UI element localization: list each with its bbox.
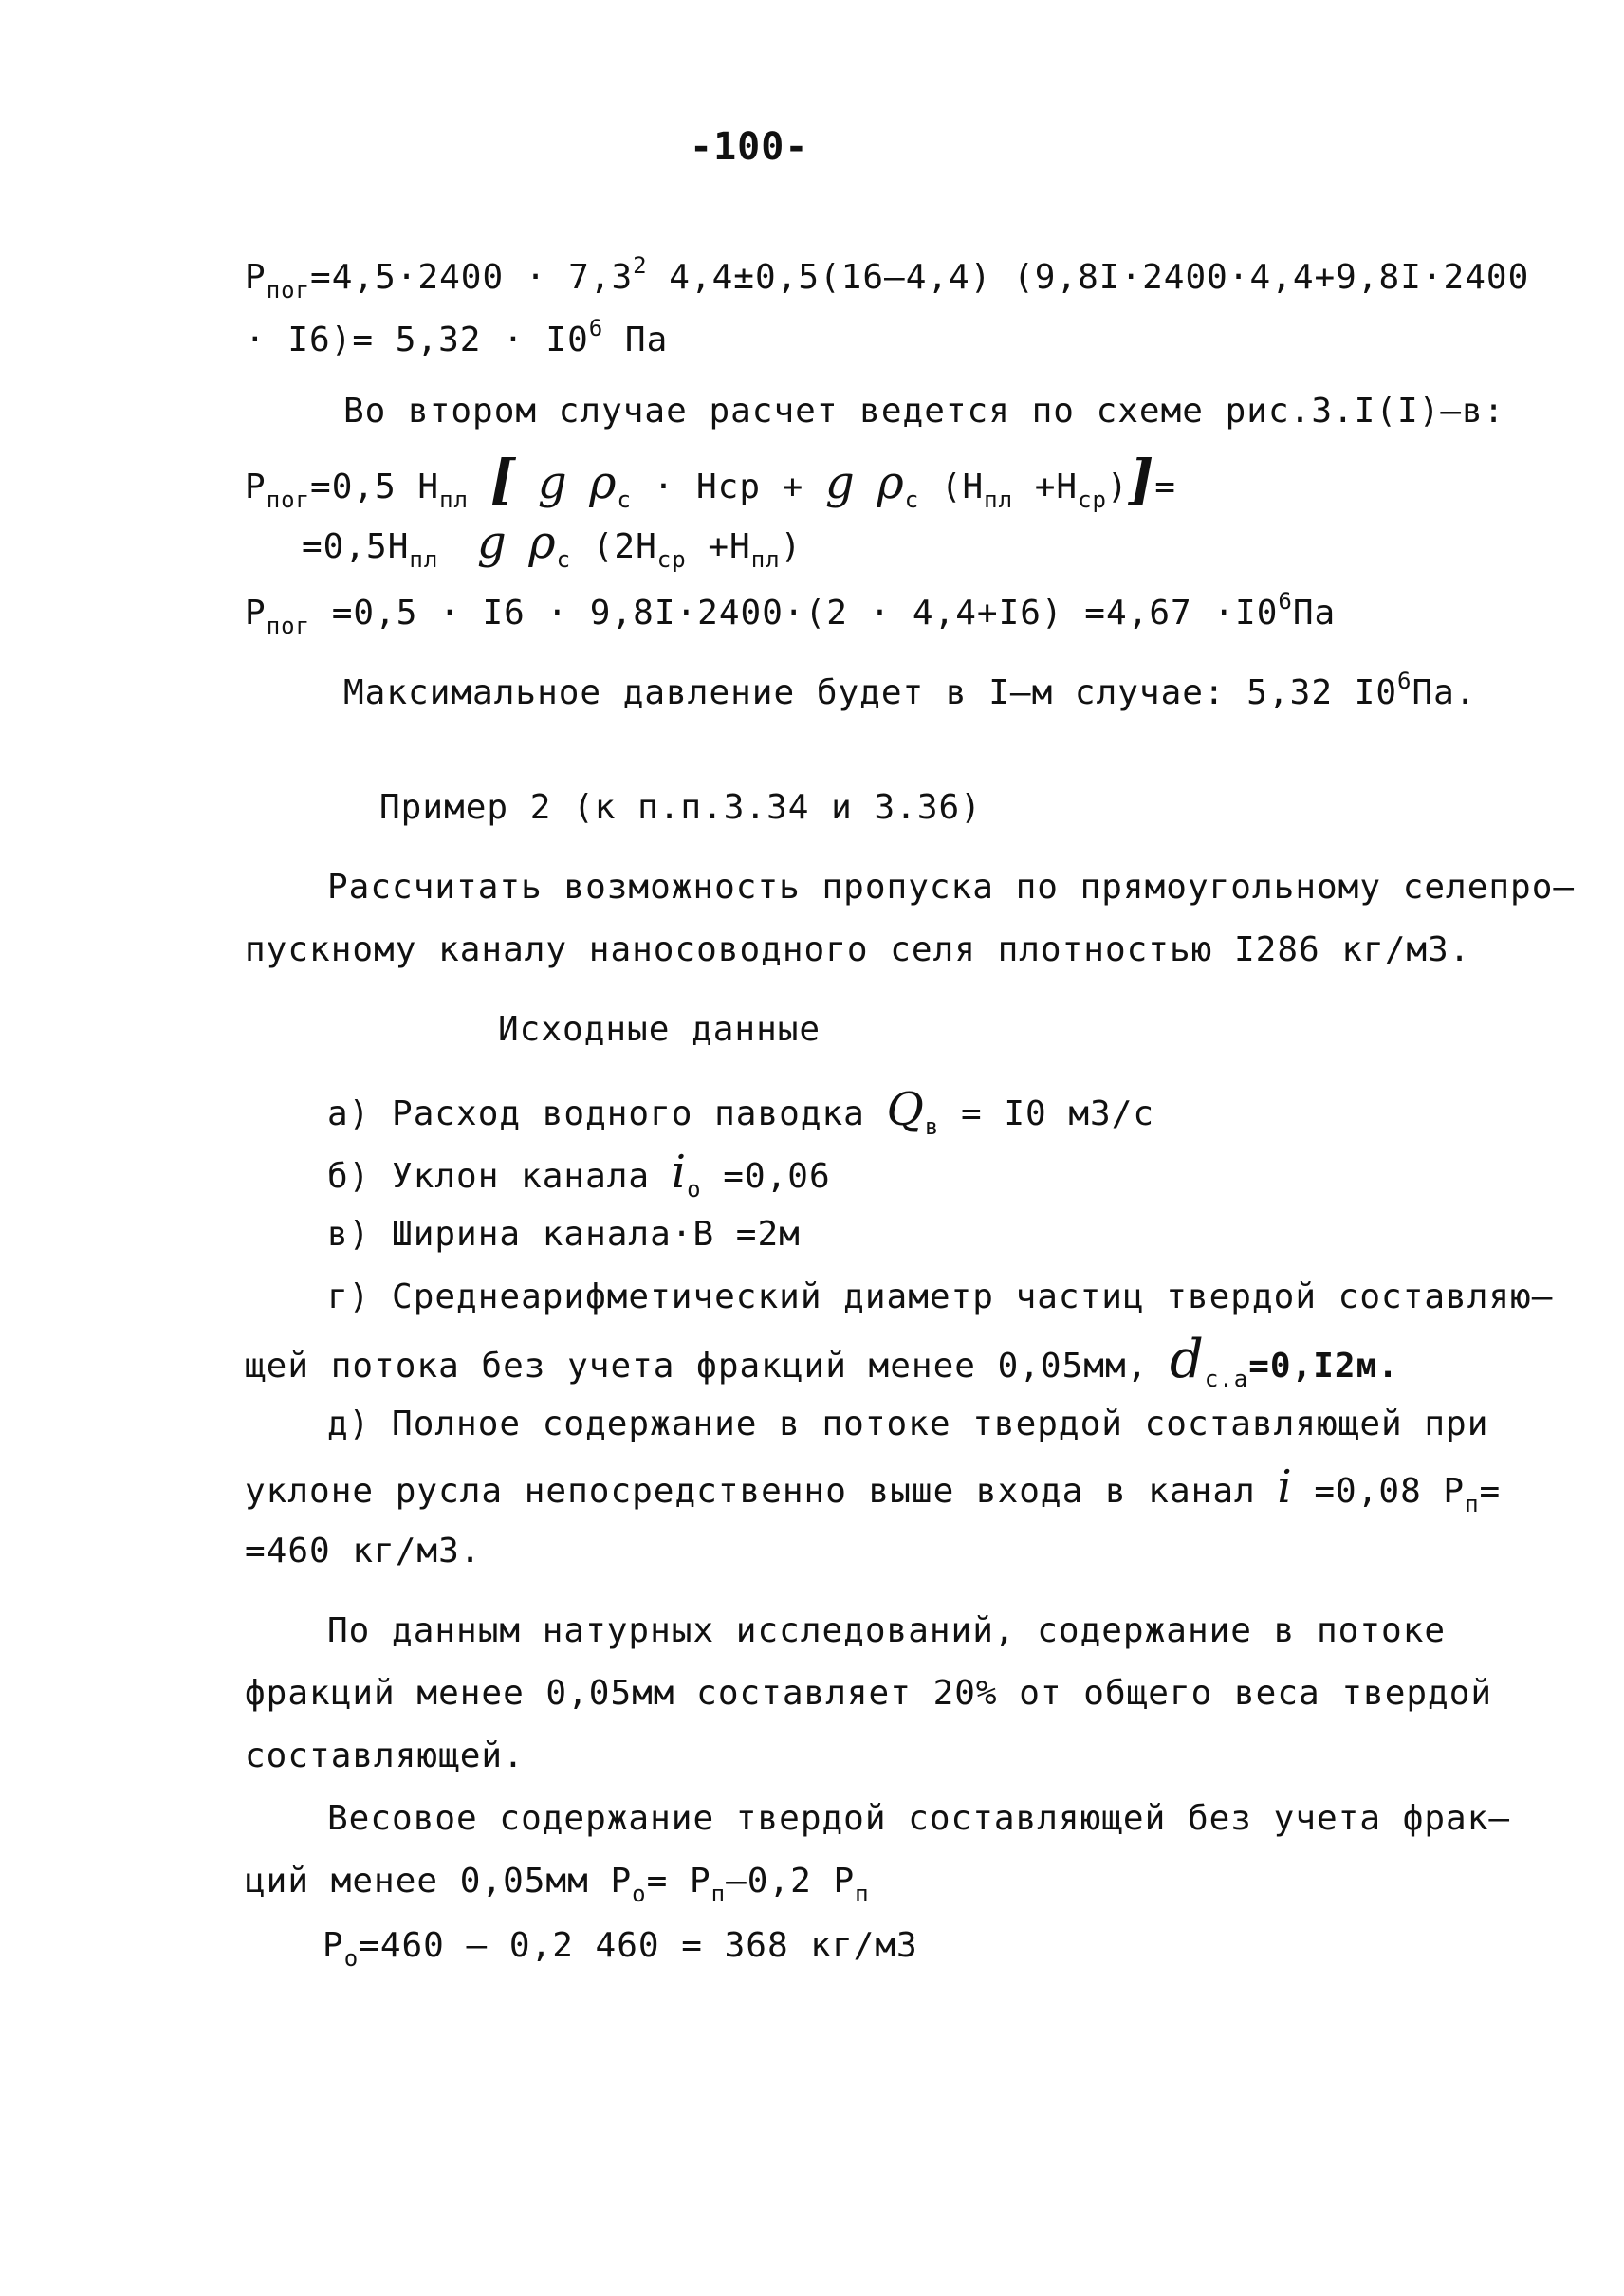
symbol-q: Q — [886, 1083, 925, 1136]
symbol-p: P — [245, 258, 267, 297]
item-text: = P — [646, 1862, 711, 1901]
formula-text: +H — [686, 527, 751, 566]
item-text: =0,08 P — [1292, 1472, 1466, 1511]
field-line-3: составляющей. — [245, 1736, 525, 1775]
task-line-1: Рассчитать возможность пропуска по прямоугольному селепро– — [327, 868, 1576, 907]
subscript-ca: c.a — [1204, 1366, 1249, 1392]
symbol-g: g — [476, 516, 508, 569]
symbol-rho: ρ — [589, 456, 618, 509]
max-pressure — [343, 660, 1477, 714]
weight-line-2 — [245, 1861, 870, 1915]
symbol-i: i — [1277, 1460, 1293, 1514]
symbol-p: P — [245, 594, 267, 633]
item-text: ций менее 0,05мм P — [245, 1862, 633, 1901]
symbol-i: i — [671, 1146, 688, 1199]
subscript-o: о — [343, 1945, 360, 1972]
item-text: уклоне русла непосредственно выше входа в канал — [245, 1472, 1278, 1511]
source-data-title: Исходные данные — [498, 1010, 821, 1049]
subscript-pl: пл — [750, 546, 781, 573]
formula-text: ) — [1107, 468, 1129, 506]
item-d-line-3: =460 кг/м3. — [245, 1532, 482, 1570]
symbol-rho: ρ — [877, 456, 905, 509]
subscript-p: п — [1465, 1491, 1480, 1517]
symbol-p: P — [245, 468, 267, 506]
item-text: =0,06 — [701, 1157, 831, 1196]
formula3 — [245, 580, 1336, 647]
item-g-line-1: г) Среднеарифметический диаметр частиц твердой составляю– — [327, 1277, 1554, 1316]
subscript-c: c — [556, 546, 572, 573]
max-pressure-text: Па. — [1412, 673, 1477, 712]
subscript-pl: пл — [984, 487, 1014, 513]
calc1-text: 4,4±0,5(16–4,4) (9,8I·2400·4,4+9,8I·2400 — [647, 258, 1530, 297]
subscript-sr: ср — [1078, 487, 1108, 513]
item-text: = I0 м3/с — [939, 1094, 1155, 1133]
max-pressure-text: Максимальное давление будет в I–м случае: 5,32 I0 — [343, 673, 1398, 712]
task-line-2: пускному каналу наносоводного селя плотностью I286 кг/м3. — [245, 930, 1471, 969]
item-text: = — [1479, 1472, 1502, 1511]
subscript-p: п — [710, 1881, 727, 1907]
field-line-2: фракций менее 0,05мм составляет 20% от общего веса твердой — [245, 1674, 1493, 1713]
superscript: 6 — [1397, 668, 1412, 694]
subscript-pl: пл — [439, 487, 469, 513]
example-title: Пример 2 (к п.п.3.34 и 3.36) — [379, 788, 982, 827]
item-text: =460 – 0,2 460 = 368 кг/м3 — [359, 1926, 918, 1965]
item-d-line-1: д) Полное содержание в потоке твердой составляющей при — [327, 1405, 1489, 1443]
formula-text: ) — [780, 527, 803, 566]
symbol-rho: ρ — [528, 516, 557, 569]
formula-text: (H — [919, 468, 985, 506]
subscript-sr: ср — [656, 546, 687, 573]
subscript-o: o — [687, 1176, 702, 1203]
subscript-pog: пог — [266, 277, 311, 303]
item-text: щей потока без учета фракций менее 0,05мм, — [245, 1347, 1170, 1386]
calc1-line1 — [245, 245, 1529, 311]
item-text: а) Расход водного паводка — [327, 1094, 887, 1133]
subscript-pog: пог — [266, 613, 311, 639]
formula-text: = — [1154, 468, 1176, 506]
item-g-line-2 — [245, 1329, 1399, 1400]
symbol-d: d — [1169, 1329, 1205, 1390]
item-text: б) Уклон канала — [327, 1157, 672, 1196]
bracket-open: [ — [489, 449, 517, 511]
formula-text: =0,5 · I6 · 9,8I·2400·(2 · 4,4+I6) =4,67 ·I0 — [310, 594, 1279, 633]
field-line-1: По данным натурных исследований, содержание в потоке — [327, 1611, 1447, 1650]
item-a — [327, 1083, 1155, 1148]
superscript: 2 — [633, 252, 648, 279]
subscript-v: в — [924, 1113, 940, 1140]
symbol-p: P — [323, 1926, 344, 1965]
final-result — [323, 1925, 918, 1979]
calc1-text: · I6)= 5,32 · I0 — [245, 321, 589, 359]
weight-line-1: Весовое содержание твердой составляющей без учета фрак– — [327, 1799, 1511, 1838]
formula-text: Па — [1292, 594, 1337, 633]
subscript-pog: пог — [266, 487, 311, 513]
formula-text: (2H — [571, 527, 657, 566]
formula2 — [302, 516, 802, 586]
superscript: 6 — [1278, 588, 1293, 615]
formula-text: =0,5 H — [310, 468, 440, 506]
symbol-g: g — [825, 456, 856, 509]
item-text: –0,2 P — [726, 1862, 856, 1901]
symbol-g: g — [537, 456, 568, 509]
subscript-pl: пл — [409, 546, 439, 573]
subscript-p: п — [855, 1881, 870, 1907]
bracket-close: ] — [1128, 449, 1155, 511]
para-second-case: Во втором случае расчет ведется по схеме рис.3.I(I)–в: — [343, 392, 1505, 431]
calc1-text: =4,5·2400 · 7,3 — [310, 258, 634, 297]
item-d-line-2 — [245, 1460, 1502, 1525]
subscript-o: о — [632, 1881, 647, 1907]
subscript-c: c — [904, 487, 920, 513]
superscript: 6 — [588, 315, 604, 341]
calc1-text: Па — [603, 321, 669, 359]
calc1-line2 — [245, 307, 668, 361]
formula-text: +H — [1013, 468, 1079, 506]
item-text: =0,I2м. — [1248, 1347, 1399, 1386]
page-number: -100- — [690, 125, 809, 169]
item-v: в) Ширина канала·B =2м — [327, 1215, 801, 1254]
formula-text: =0,5H — [302, 527, 410, 566]
formula-text: · Hср + — [631, 468, 826, 506]
item-b — [327, 1146, 831, 1210]
subscript-c: c — [617, 487, 632, 513]
